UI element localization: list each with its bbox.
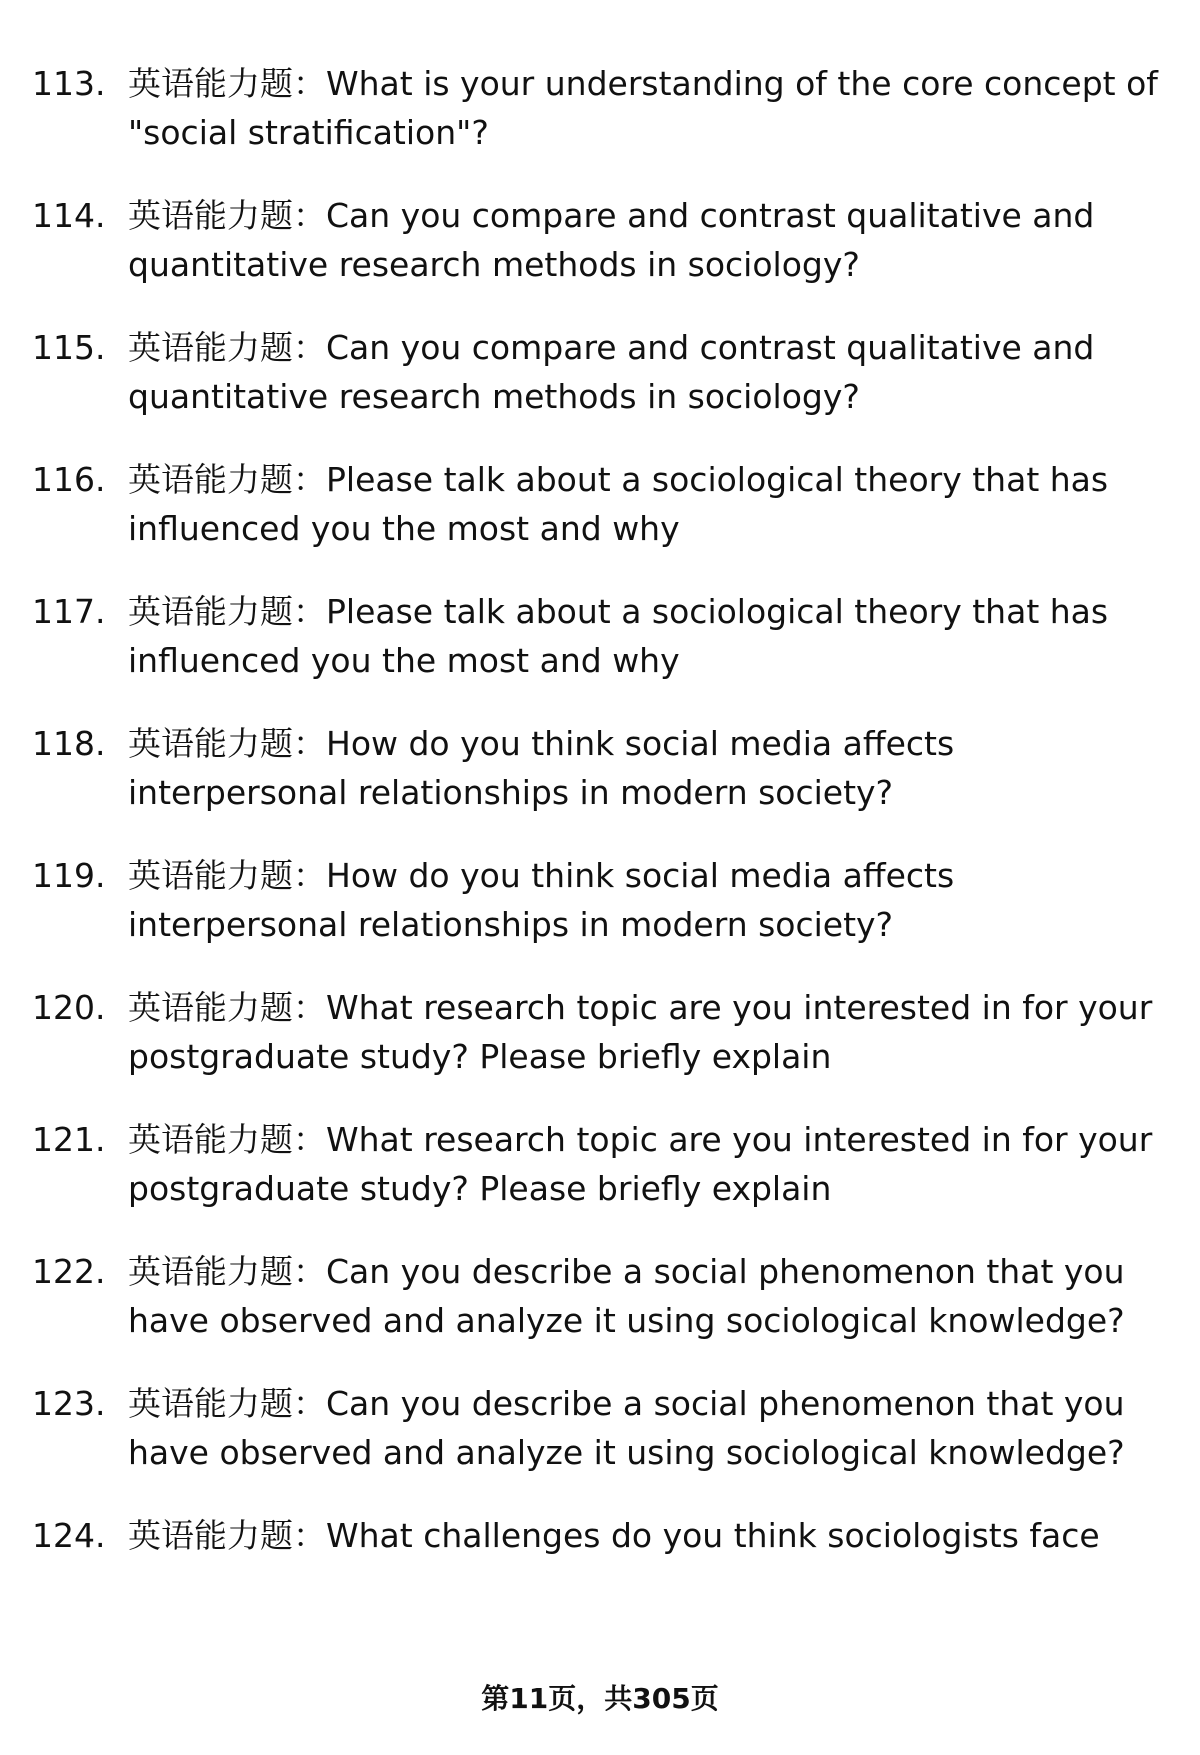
question-tag: 英语能力题： — [128, 856, 326, 895]
question-number: 121. — [32, 1120, 106, 1159]
question-item — [32, 60, 1172, 157]
question-tag: 英语能力题： — [128, 328, 326, 367]
question-text: Please talk about a sociological theory that has influenced you the most and why — [128, 460, 1109, 548]
question-text: Can you describe a social phenomenon that you have observed and analyze it using sociological knowledge? — [128, 1384, 1125, 1472]
question-body — [128, 1512, 1172, 1561]
page-footer — [0, 1677, 1200, 1717]
question-body — [128, 852, 1172, 949]
question-item — [32, 852, 1172, 949]
question-body — [128, 456, 1172, 553]
question-number: 123. — [32, 1384, 106, 1423]
question-tag: 英语能力题： — [128, 1252, 326, 1291]
question-number: 113. — [32, 64, 106, 103]
question-body — [128, 984, 1172, 1081]
question-tag: 英语能力题： — [128, 64, 326, 103]
question-text: What challenges do you think sociologists face — [326, 1516, 1100, 1555]
question-number: 122. — [32, 1252, 106, 1291]
question-tag: 英语能力题： — [128, 1384, 326, 1423]
question-list — [32, 60, 1172, 1561]
question-text: What research topic are you interested in for your postgraduate study? Please briefly explain — [128, 1120, 1153, 1208]
question-item — [32, 192, 1172, 289]
question-number: 118. — [32, 724, 106, 763]
question-number: 115. — [32, 328, 106, 367]
question-number: 119. — [32, 856, 106, 895]
question-item — [32, 324, 1172, 421]
question-body — [128, 192, 1172, 289]
question-text: What research topic are you interested in for your postgraduate study? Please briefly explain — [128, 988, 1153, 1076]
question-tag: 英语能力题： — [128, 1120, 326, 1159]
question-text: Please talk about a sociological theory that has influenced you the most and why — [128, 592, 1109, 680]
question-text: How do you think social media affects interpersonal relationships in modern society? — [128, 724, 955, 812]
page-number-text: 第11页，共305页 — [481, 1682, 719, 1715]
question-number: 114. — [32, 196, 106, 235]
question-tag: 英语能力题： — [128, 988, 326, 1027]
question-tag: 英语能力题： — [128, 1516, 326, 1555]
question-item — [32, 1380, 1172, 1477]
question-body — [128, 588, 1172, 685]
question-tag: 英语能力题： — [128, 460, 326, 499]
question-text: Can you compare and contrast qualitative and quantitative research methods in sociology? — [128, 328, 1095, 416]
question-number: 117. — [32, 592, 106, 631]
question-number: 120. — [32, 988, 106, 1027]
question-item — [32, 720, 1172, 817]
question-item — [32, 588, 1172, 685]
question-text: Can you describe a social phenomenon that you have observed and analyze it using sociological knowledge? — [128, 1252, 1125, 1340]
question-text: How do you think social media affects interpersonal relationships in modern society? — [128, 856, 955, 944]
question-text: Can you compare and contrast qualitative and quantitative research methods in sociology? — [128, 196, 1095, 284]
question-number: 116. — [32, 460, 106, 499]
question-item — [32, 1512, 1172, 1561]
question-tag: 英语能力题： — [128, 196, 326, 235]
question-item — [32, 984, 1172, 1081]
question-text: What is your understanding of the core concept of "social stratification"? — [128, 64, 1158, 152]
question-item — [32, 456, 1172, 553]
question-item — [32, 1116, 1172, 1213]
question-body — [128, 324, 1172, 421]
question-tag: 英语能力题： — [128, 592, 326, 631]
question-body — [128, 720, 1172, 817]
question-body — [128, 1380, 1172, 1477]
question-item — [32, 1248, 1172, 1345]
question-body — [128, 1116, 1172, 1213]
question-number: 124. — [32, 1516, 106, 1555]
question-tag: 英语能力题： — [128, 724, 326, 763]
question-body — [128, 1248, 1172, 1345]
question-body — [128, 60, 1172, 157]
